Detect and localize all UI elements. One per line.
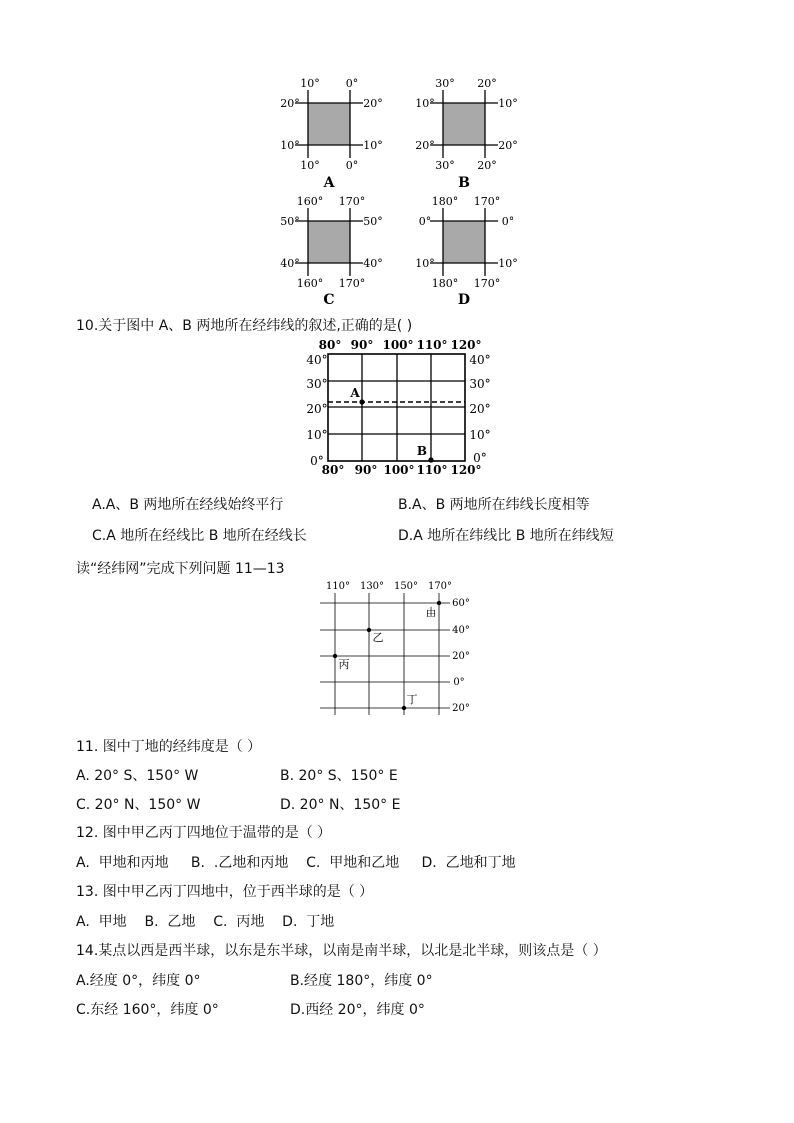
panel-c-bottom-right: 170° (338, 277, 366, 290)
point-jia-dot (437, 601, 441, 605)
panel-b-bottom-left: 30° (435, 159, 455, 172)
point-yi-label: 乙 (372, 631, 384, 644)
panel-c-label: C (323, 292, 335, 306)
point-ding-label: 丁 (406, 693, 418, 706)
panel-d-top-right: 170° (473, 195, 501, 208)
panel-c-left-top: 50° (280, 215, 300, 228)
question-14-option-b: B.经度 180°，纬度 0° (290, 973, 433, 989)
q10-lon-bottom-90: 90° (354, 463, 378, 477)
panel-b-right-bottom: 20° (498, 139, 518, 152)
panel-d-label: D (457, 292, 471, 306)
q10-point-b-dot (428, 457, 433, 462)
panel-d-top-left: 180° (431, 195, 459, 208)
grid2-lat-0: 0° (453, 677, 465, 688)
panel-b-left-bottom: 20° (415, 139, 435, 152)
q10-lat-right-20: 20° (469, 402, 491, 416)
point-jia-label: 甲 (425, 605, 437, 618)
question-14-option-a: A.经度 0°，纬度 0° (76, 973, 201, 989)
q10-lat-right-0: 0° (473, 451, 487, 465)
question-11-option-c: C. 20° N、150° W (76, 797, 201, 813)
question-12-options: A. 甲地和丙地 B. .乙地和丙地 C. 甲地和乙地 D. 乙地和丁地 (76, 855, 516, 871)
panel-c-top-left: 160° (296, 195, 324, 208)
questions-11-13-intro: 读“经纬网”完成下列问题 11—13 (76, 561, 285, 577)
panel-c (280, 195, 383, 306)
question-13-options: A. 甲地 B. 乙地 C. 丙地 D. 丁地 (76, 914, 335, 930)
q10-lat-left-0: 0° (310, 454, 324, 468)
panel-b-top-right: 20° (477, 77, 497, 90)
panel-d-left-bottom: 10° (415, 257, 435, 270)
panel-d-left-top: 0° (418, 215, 432, 228)
point-yi-dot (367, 628, 371, 632)
panel-c-bottom-left: 160° (296, 277, 324, 290)
q10-lon-bottom-120: 120° (450, 463, 482, 477)
grid2-lat-20-south: 20° (452, 703, 470, 714)
question-11-stem: 11. 图中丁地的经纬度是（ ） (76, 739, 262, 755)
q10-lon-top-80: 80° (318, 338, 342, 352)
panel-a-bottom-right: 0° (345, 159, 359, 172)
panel-a-left-bottom: 10° (280, 139, 300, 152)
lat-long-squares-figure (270, 74, 530, 306)
panel-a-right-top: 20° (363, 97, 383, 110)
q10-lon-top-110: 110° (416, 338, 448, 352)
question-14-option-c: C.东经 160°，纬度 0° (76, 1002, 219, 1018)
point-bing-dot (333, 654, 337, 658)
panel-c-right-top: 50° (363, 215, 383, 228)
panel-a-label: A (323, 175, 335, 191)
question-14-option-d: D.西经 20°，纬度 0° (290, 1002, 425, 1018)
grid2-lon-170: 170° (427, 581, 453, 592)
q10-lat-right-30: 30° (469, 377, 491, 391)
panel-a-left-top: 20° (280, 97, 300, 110)
question-12-stem: 12. 图中甲乙丙丁四地位于温带的是（ ） (76, 825, 332, 841)
q10-lat-left-40: 40° (306, 353, 328, 367)
panel-d-right-top: 0° (501, 215, 515, 228)
panel-c-left-bottom: 40° (280, 257, 300, 270)
question-11-option-d: D. 20° N、150° E (280, 797, 401, 813)
q10-lon-bottom-100: 100° (383, 463, 415, 477)
question-10-option-a: A.A、B 两地所在经线始终平行 (92, 497, 284, 513)
panel-b-top-left: 30° (435, 77, 455, 90)
q10-lat-right-40: 40° (469, 353, 491, 367)
grid2-lon-150: 150° (393, 581, 419, 592)
question-10-option-d: D.A 地所在纬线比 B 地所在纬线短 (398, 528, 614, 544)
panel-b-bottom-right: 20° (477, 159, 497, 172)
panel-c-right-bottom: 40° (363, 257, 383, 270)
question-10-option-c: C.A 地所在经线比 B 地所在经线长 (92, 528, 307, 544)
panel-a-bottom-left: 10° (300, 159, 320, 172)
grid2-lon-110: 110° (325, 581, 351, 592)
grid2-lat-60: 60° (452, 598, 470, 609)
q10-lat-right-10: 10° (469, 428, 491, 442)
panel-c-top-right: 170° (338, 195, 366, 208)
panel-d-bottom-right: 170° (473, 277, 501, 290)
question-11-option-b: B. 20° S、150° E (280, 768, 398, 784)
panel-a-top-right: 0° (345, 77, 359, 90)
panel-b (415, 77, 518, 191)
panel-b-right-top: 10° (498, 97, 518, 110)
panel-d-bottom-left: 180° (431, 277, 459, 290)
grid2-lat-20: 20° (452, 651, 470, 662)
q10-lon-top-100: 100° (382, 338, 414, 352)
lat-long-grid-figure (312, 578, 480, 718)
panel-a-top-left: 10° (300, 77, 320, 90)
q10-point-a-dot (359, 399, 364, 404)
question-13-stem: 13. 图中甲乙丙丁四地中，位于西半球的是（ ） (76, 884, 374, 900)
grid2-lon-130: 130° (359, 581, 385, 592)
panel-b-label: B (458, 175, 470, 191)
point-bing-label: 丙 (338, 658, 350, 671)
question-10-grid-figure (300, 337, 495, 477)
panel-d (415, 195, 518, 306)
question-11-option-a: A. 20° S、150° W (76, 768, 199, 784)
panel-a-right-bottom: 10° (363, 139, 383, 152)
q10-lon-bottom-80: 80° (321, 463, 345, 477)
q10-lon-top-120: 120° (450, 338, 482, 352)
q10-lon-bottom-110: 110° (416, 463, 448, 477)
point-ding-dot (402, 706, 406, 710)
q10-lon-top-90: 90° (350, 338, 374, 352)
grid2-lat-40: 40° (452, 625, 470, 636)
panel-d-right-bottom: 10° (498, 257, 518, 270)
panel-b-left-top: 10° (415, 97, 435, 110)
question-14-stem: 14.某点以西是西半球，以东是东半球，以南是南半球，以北是北半球，则该点是（ ） (76, 943, 607, 959)
q10-point-a-label: A (350, 386, 360, 400)
panel-a (280, 77, 383, 191)
q10-lat-left-30: 30° (306, 377, 328, 391)
q10-lat-left-10: 10° (306, 428, 328, 442)
q10-lat-left-20: 20° (306, 402, 328, 416)
question-10-stem: 10.关于图中 A、B 两地所在经纬线的叙述,正确的是( ) (76, 318, 413, 334)
q10-point-b-label: B (416, 444, 428, 458)
question-10-option-b: B.A、B 两地所在纬线长度相等 (398, 497, 590, 513)
